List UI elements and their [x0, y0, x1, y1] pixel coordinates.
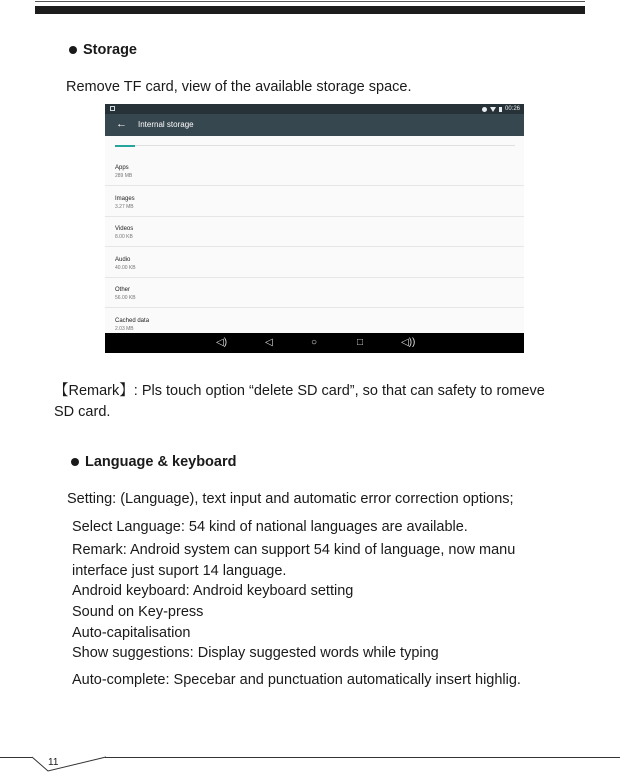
recents-icon[interactable]: □ — [357, 337, 364, 348]
remark-line-2: SD card. — [54, 404, 111, 420]
storage-item-name: Audio — [115, 256, 131, 263]
language-heading-text: Language & keyboard — [85, 454, 237, 470]
do-not-disturb-icon — [482, 107, 487, 112]
language-line-4: Sound on Key-press — [72, 604, 204, 620]
storage-heading — [69, 42, 137, 58]
storage-item-size: 289 MB — [115, 173, 133, 179]
language-line-5: Auto-capitalisation — [72, 625, 191, 641]
bullet-icon — [71, 458, 79, 466]
language-line-6: Show suggestions: Display suggested words while typing — [72, 645, 439, 661]
volume-down-icon[interactable]: ◁) — [216, 337, 228, 348]
storage-item-name: Other — [115, 287, 131, 294]
storage-item[interactable] — [105, 278, 524, 308]
language-heading — [71, 454, 236, 470]
back-arrow-icon[interactable]: ← — [116, 118, 127, 130]
sd-card-icon — [110, 106, 115, 111]
language-autocomplete: Auto-complete: Specebar and punctuation automatically insert highlig. — [72, 672, 521, 688]
storage-item-size: 2.03 MB — [115, 326, 134, 332]
storage-heading-text: Storage — [83, 42, 137, 58]
page-number: 11 — [48, 757, 59, 768]
storage-item-name: Videos — [115, 226, 134, 233]
storage-item-size: 8.00 KB — [115, 234, 133, 241]
header-bar — [35, 6, 585, 14]
storage-item[interactable] — [105, 248, 524, 278]
navigation-bar — [105, 333, 524, 353]
footer-tab — [30, 754, 108, 773]
back-icon[interactable]: ◁ — [265, 337, 273, 348]
storage-screenshot — [105, 104, 524, 353]
app-toolbar — [105, 114, 524, 136]
status-bar — [105, 104, 524, 114]
toolbar-title: Internal storage — [138, 120, 194, 129]
footer-rule-right — [105, 757, 620, 758]
storage-item-name: Cached data — [115, 318, 150, 324]
storage-usage-bar — [115, 145, 515, 146]
remark-line-1: 【Remark】: Pls touch option “delete SD card”, so that can safety to romeve — [54, 383, 545, 399]
storage-item[interactable] — [105, 187, 524, 217]
storage-item-name: Images — [115, 195, 135, 202]
storage-item[interactable] — [105, 156, 524, 186]
storage-usage-fill — [115, 145, 135, 147]
header-thin-rule — [35, 1, 585, 2]
storage-item-size: 40.00 KB — [115, 264, 136, 271]
language-line-3: Android keyboard: Android keyboard setting — [72, 583, 354, 599]
storage-item-size: 3.27 MB — [115, 203, 134, 210]
language-line-2: interface just suport 14 language. — [72, 563, 287, 579]
language-line-0: Select Language: 54 kind of national languages are available. — [72, 519, 468, 535]
status-time: 00:26 — [504, 106, 520, 112]
storage-item-size: 56.00 KB — [115, 295, 136, 302]
language-line-1: Remark: Android system can support 54 kind of language, now manu — [72, 542, 516, 558]
storage-intro: Remove TF card, view of the available storage space. — [66, 79, 412, 95]
language-setting: Setting: (Language), text input and automatic error correction options; — [67, 491, 514, 507]
storage-item[interactable] — [105, 217, 524, 247]
battery-icon — [499, 107, 502, 112]
volume-up-icon[interactable]: ◁)) — [401, 337, 416, 348]
home-icon[interactable]: ○ — [311, 337, 318, 348]
footer-rule-left — [0, 757, 32, 758]
storage-item-name: Apps — [115, 165, 129, 171]
bullet-icon — [69, 46, 77, 54]
wifi-icon — [490, 107, 496, 112]
